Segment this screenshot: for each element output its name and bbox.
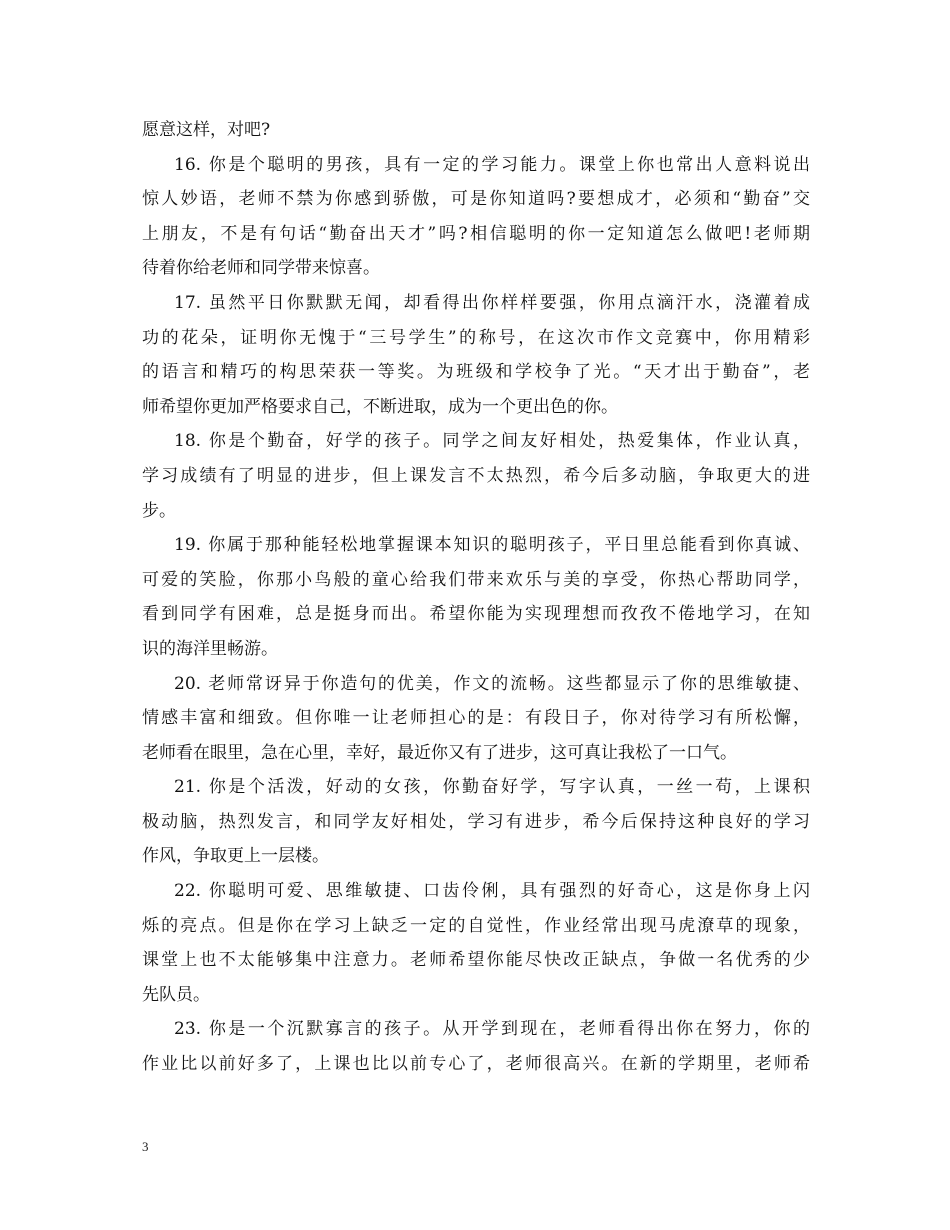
- text-line: 的语言和精巧的构思荣获一等奖。为班级和学校争了光。“天才出于勤奋”，老: [142, 362, 810, 383]
- text-line: 师希望你更加严格要求自己，不断进取，成为一个更出色的你。: [142, 396, 618, 417]
- text-line: 先队员。: [142, 984, 210, 1005]
- text-line: 21. 你是个活泼，好动的女孩，你勤奋好学，写字认真，一丝一苟，上课积: [174, 777, 810, 798]
- text-line: 步。: [142, 500, 176, 521]
- text-line: 愿意这样，对吧?: [142, 120, 271, 140]
- text-line: 识的海洋里畅游。: [142, 638, 278, 659]
- text-line: 17. 虽然平日你默默无闻，却看得出你样样要强，你用点滴汗水，浇灌着成: [174, 292, 810, 313]
- text-line: 上朋友，不是有句话“勤奋出天才”吗?相信聪明的你一定知道怎么做吧!老师期: [142, 223, 810, 244]
- text-line: 19. 你属于那种能轻松地掌握课本知识的聪明孩子，平日里总能看到你真诚、: [174, 535, 810, 556]
- text-line: 情感丰富和细致。但你唯一让老师担心的是：有段日子，你对待学习有所松懈，: [142, 708, 810, 729]
- document-body: [142, 113, 810, 1082]
- text-line: 23. 你是一个沉默寡言的孩子。从开学到现在，老师看得出你在努力，你的: [174, 1019, 810, 1040]
- text-line: 烁的亮点。但是你在学习上缺乏一定的自觉性，作业经常出现马虎潦草的现象，: [142, 915, 810, 936]
- text-line: 作风，争取更上一层楼。: [142, 846, 329, 867]
- text-line: 功的花朵，证明你无愧于“三号学生”的称号，在这次市作文竞赛中，你用精彩: [142, 327, 810, 348]
- page-number: 3: [142, 1139, 149, 1154]
- text-line: 课堂上也不太能够集中注意力。老师希望你能尽快改正缺点，争做一名优秀的少: [142, 950, 810, 971]
- text-line: 20. 老师常讶异于你造句的优美，作文的流畅。这些都显示了你的思维敏捷、: [174, 673, 810, 694]
- text-line: 可爱的笑脸，你那小鸟般的童心给我们带来欢乐与美的享受，你热心帮助同学，: [142, 569, 810, 590]
- text-line: 看到同学有困难，总是挺身而出。希望你能为实现理想而孜孜不倦地学习，在知: [142, 604, 810, 625]
- text-line: 22. 你聪明可爱、思维敏捷、口齿伶俐，具有强烈的好奇心，这是你身上闪: [174, 881, 810, 902]
- text-line: 学习成绩有了明显的进步，但上课发言不太热烈，希今后多动脑，争取更大的进: [142, 465, 810, 486]
- text-line: 作业比以前好多了，上课也比以前专心了，老师很高兴。在新的学期里，老师希: [142, 1054, 810, 1075]
- text-line: 惊人妙语，老师不禁为你感到骄傲，可是你知道吗?要想成才，必须和“勤奋”交: [142, 189, 810, 210]
- text-line: 16. 你是个聪明的男孩，具有一定的学习能力。课堂上你也常出人意料说出: [174, 154, 810, 175]
- text-line: 待着你给老师和同学带来惊喜。: [142, 258, 380, 279]
- text-line: 极动脑，热烈发言，和同学友好相处，学习有进步，希今后保持这种良好的学习: [142, 811, 810, 832]
- text-line: 老师看在眼里，急在心里，幸好，最近你又有了进步，这可真让我松了一口气。: [142, 742, 737, 763]
- text-line: 18. 你是个勤奋，好学的孩子。同学之间友好相处，热爱集体，作业认真，: [174, 431, 810, 452]
